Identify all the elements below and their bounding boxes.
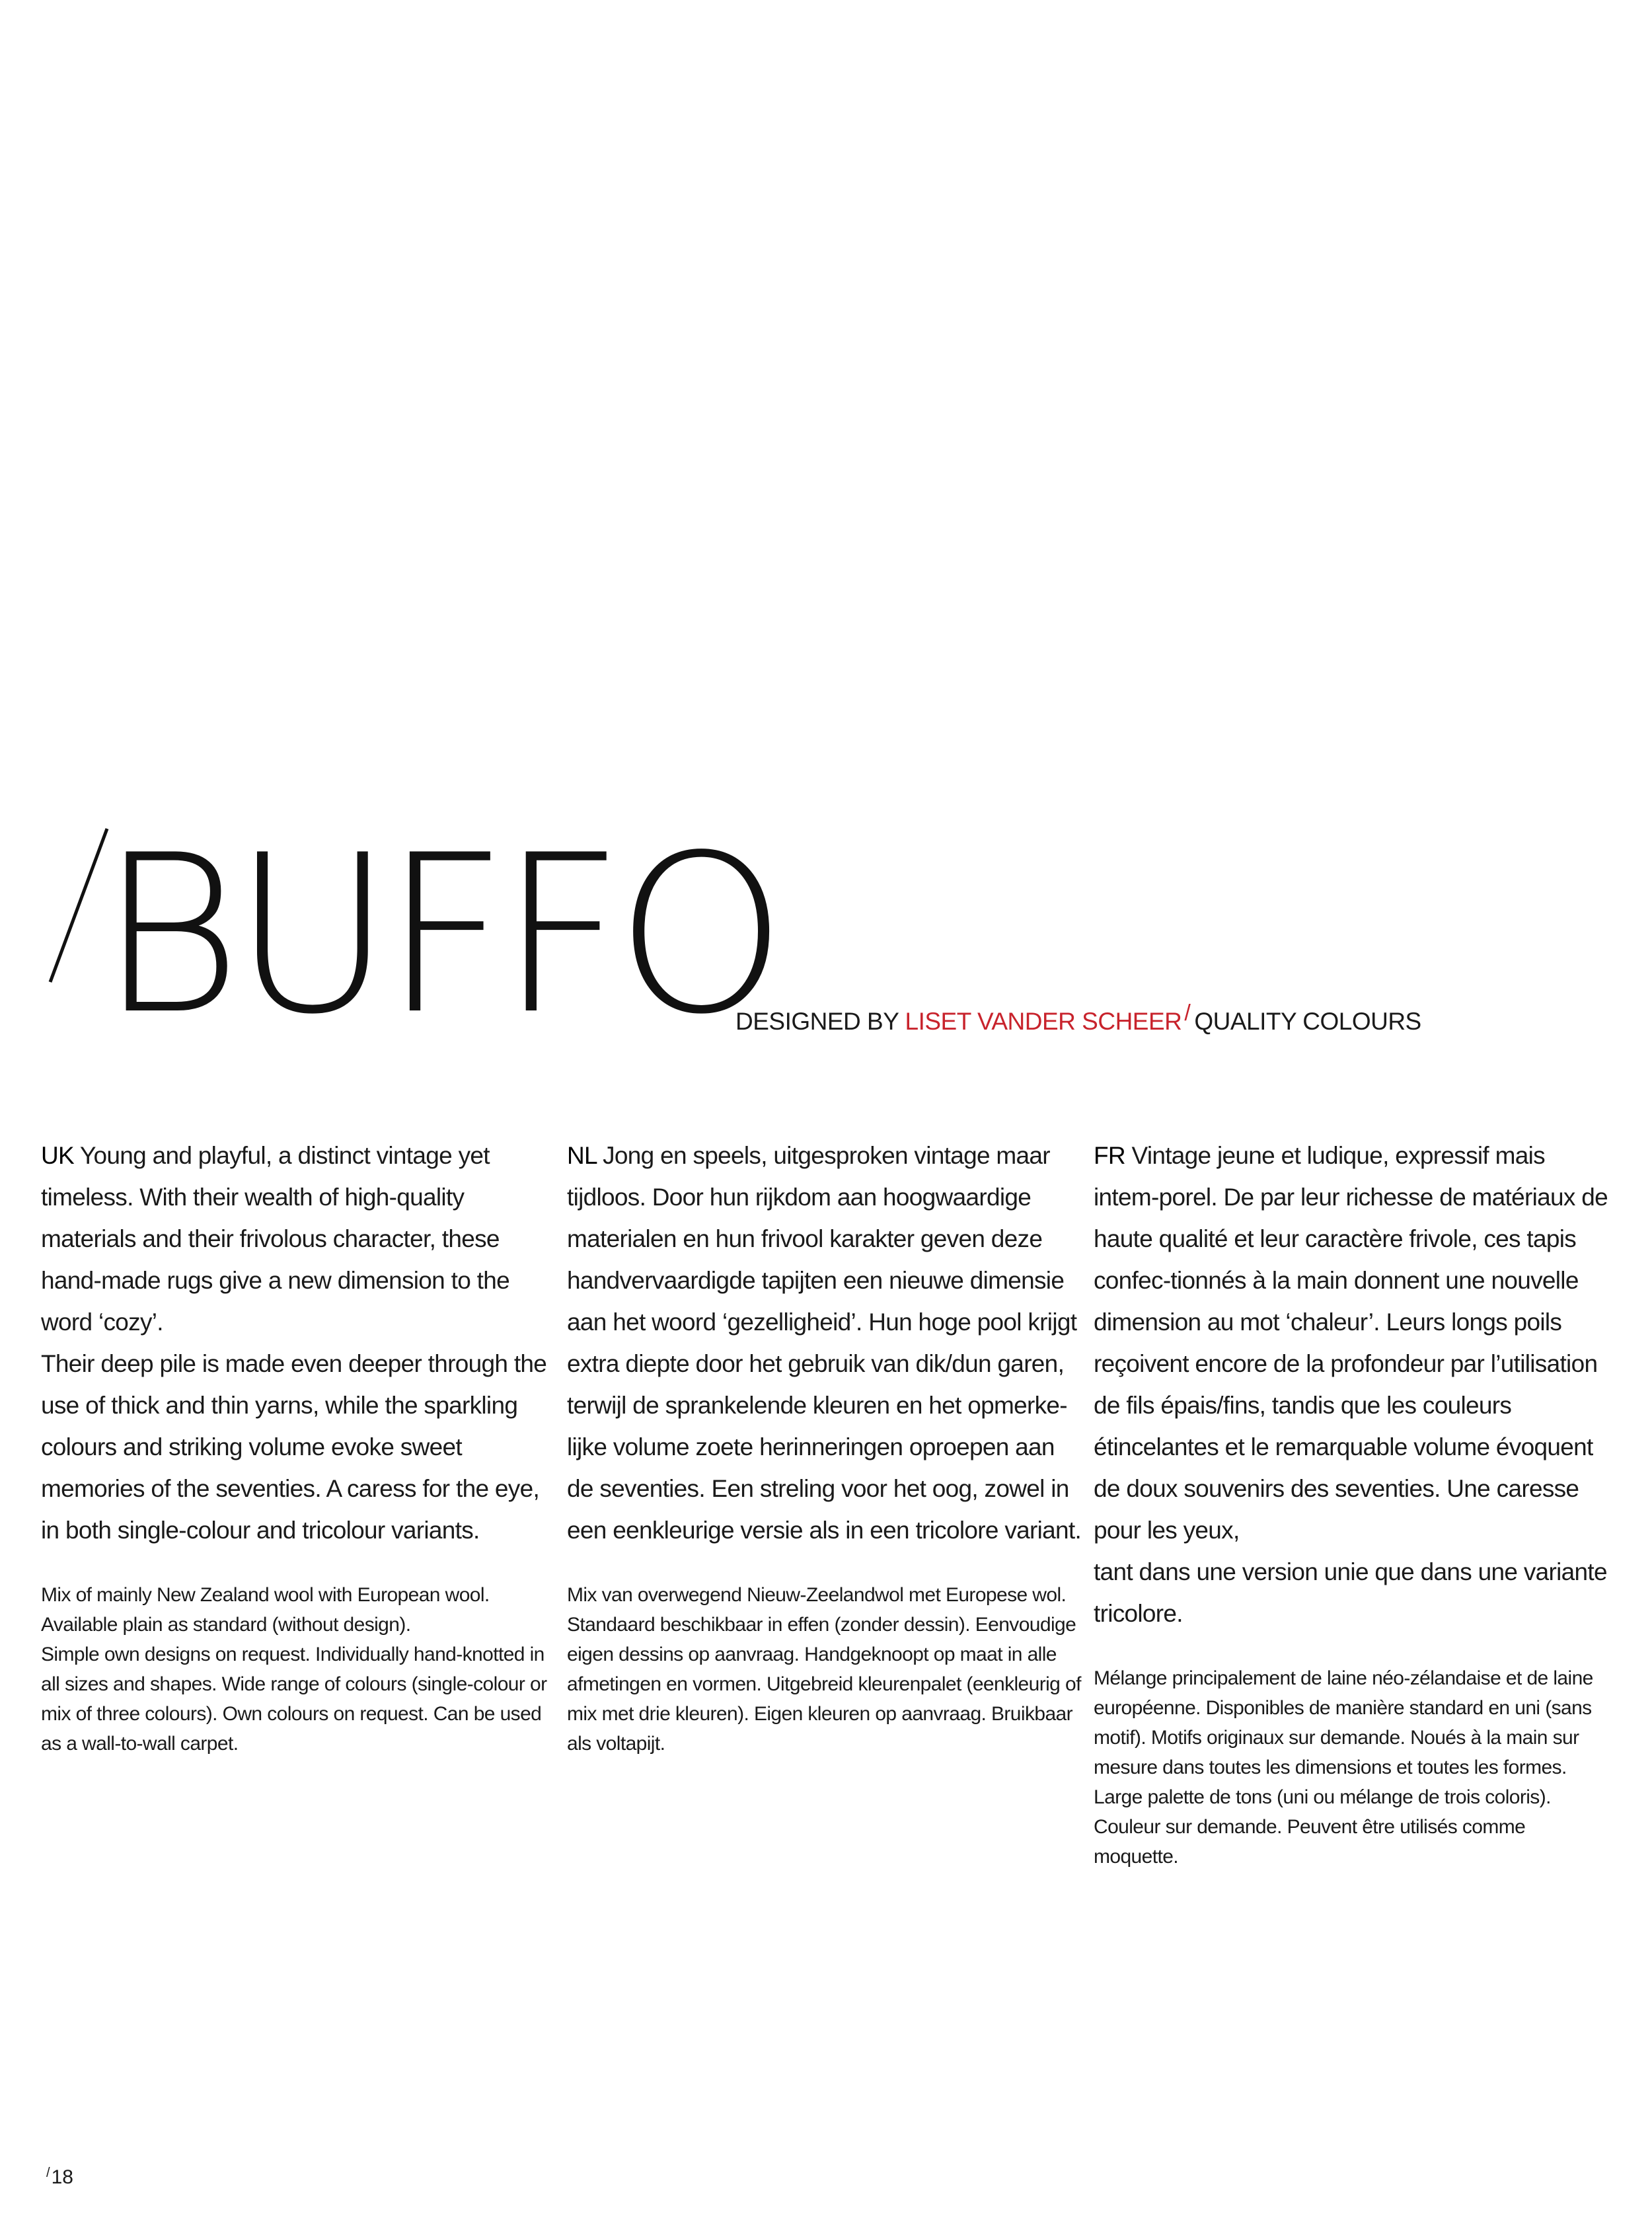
- column-nl: [567, 1135, 1082, 1759]
- byline: [735, 1001, 1421, 1036]
- nl-body: [567, 1135, 1082, 1551]
- uk-body: [41, 1135, 556, 1551]
- fr-body-text-2: tant dans une version unie que dans une variante tricolore.: [1094, 1558, 1607, 1627]
- page-number: [46, 2166, 73, 2189]
- uk-details: [41, 1580, 556, 1759]
- uk-body-text-2: Their deep pile is made even deeper through the use of thick and thin yarns, while the sparkling colours and striking volume evoke sweet memories of the seventies. A caress for the eye, in both single-colour and tricolour variants.: [41, 1350, 547, 1544]
- page-title: BUFFO: [99, 808, 778, 1062]
- byline-separator: /: [1184, 1001, 1191, 1026]
- page-number-text: 18: [51, 2166, 73, 2188]
- uk-body-text: Young and playful, a distinct vintage yet timeless. With their wealth of high-quality materials and their frivolous character, these hand-made rugs give a new dimension to the word ‘cozy’.: [41, 1142, 509, 1336]
- title-block: [46, 808, 778, 1062]
- column-fr: [1094, 1135, 1609, 1872]
- byline-prefix: DESIGNED BY: [735, 1008, 899, 1035]
- lang-label-fr: FR: [1094, 1142, 1125, 1169]
- folio-slash: /: [46, 2166, 50, 2180]
- lang-label-nl: NL: [567, 1142, 597, 1169]
- fr-details: Mélange principalement de laine néo-zélandaise et de laine européenne. Disponibles de manière standard en uni (sans motif). Motifs originaux sur demande. Noués à la main sur mesure dans toutes les dimensions et toutes les formes. Large palette de tons (uni ou mélange de trois coloris). Couleur sur demande. Peuvent être utilisés comme moquette.: [1094, 1667, 1593, 1868]
- uk-details-text: Mix of mainly New Zealand wool with European wool. Available plain as standard (without design).: [41, 1584, 490, 1636]
- lang-label-uk: UK: [41, 1142, 74, 1169]
- nl-body-text: Jong en speels, uitgesproken vintage maar tijdloos. Door hun rijkdom aan hoogwaardige materialen en hun frivool karakter geven deze handvervaardigde tapijten een nieuwe dimensie aan het woord ‘gezelligheid’. Hun hoge pool krijgt extra diepte door het gebruik van dik/dun garen, terwijl de sprankelende kleuren en het opmerke-lijke volume zoete herinneringen oproepen aan de seventies. Een streling voor het oog, zowel in een eenkleurige versie als in een tricolore variant.: [567, 1142, 1082, 1544]
- column-uk: [41, 1135, 556, 1759]
- uk-details-text-2: Simple own designs on request. Individually hand-knotted in all sizes and shapes. Wide range of colours (single-colour or mix of three colours). Own colours on request. Can be used as a wall-to-wall carpet.: [41, 1644, 547, 1755]
- designer-name: LISET VANDER SCHEER: [905, 1008, 1182, 1035]
- byline-suffix: QUALITY COLOURS: [1194, 1008, 1421, 1035]
- fr-body-text: Vintage jeune et ludique, expressif mais intem-porel. De par leur richesse de matériaux de haute qualité et leur caractère frivole, ces tapis confec-tionnés à la main donnent une nouvelle dimension au mot ‘chaleur’. Leurs longs poils reçoivent encore de la profondeur par l’utilisation de fils épais/fins, tandis que les couleurs étincelantes et le remarquable volume évoquent de doux souvenirs des seventies. Une caresse pour les yeux,: [1094, 1142, 1608, 1544]
- fr-body: [1094, 1135, 1609, 1634]
- nl-details: Mix van overwegend Nieuw-Zeelandwol met Europese wol. Standaard beschikbaar in effen (zonder dessin). Eenvoudige eigen dessins op aanvraag. Handgeknoopt op maat in alle afmetingen en vormen. Uitgebreid kleurenpalet (eenkleurig of mix met drie kleuren). Eigen kleuren op aanvraag. Bruikbaar als voltapijt.: [567, 1584, 1081, 1755]
